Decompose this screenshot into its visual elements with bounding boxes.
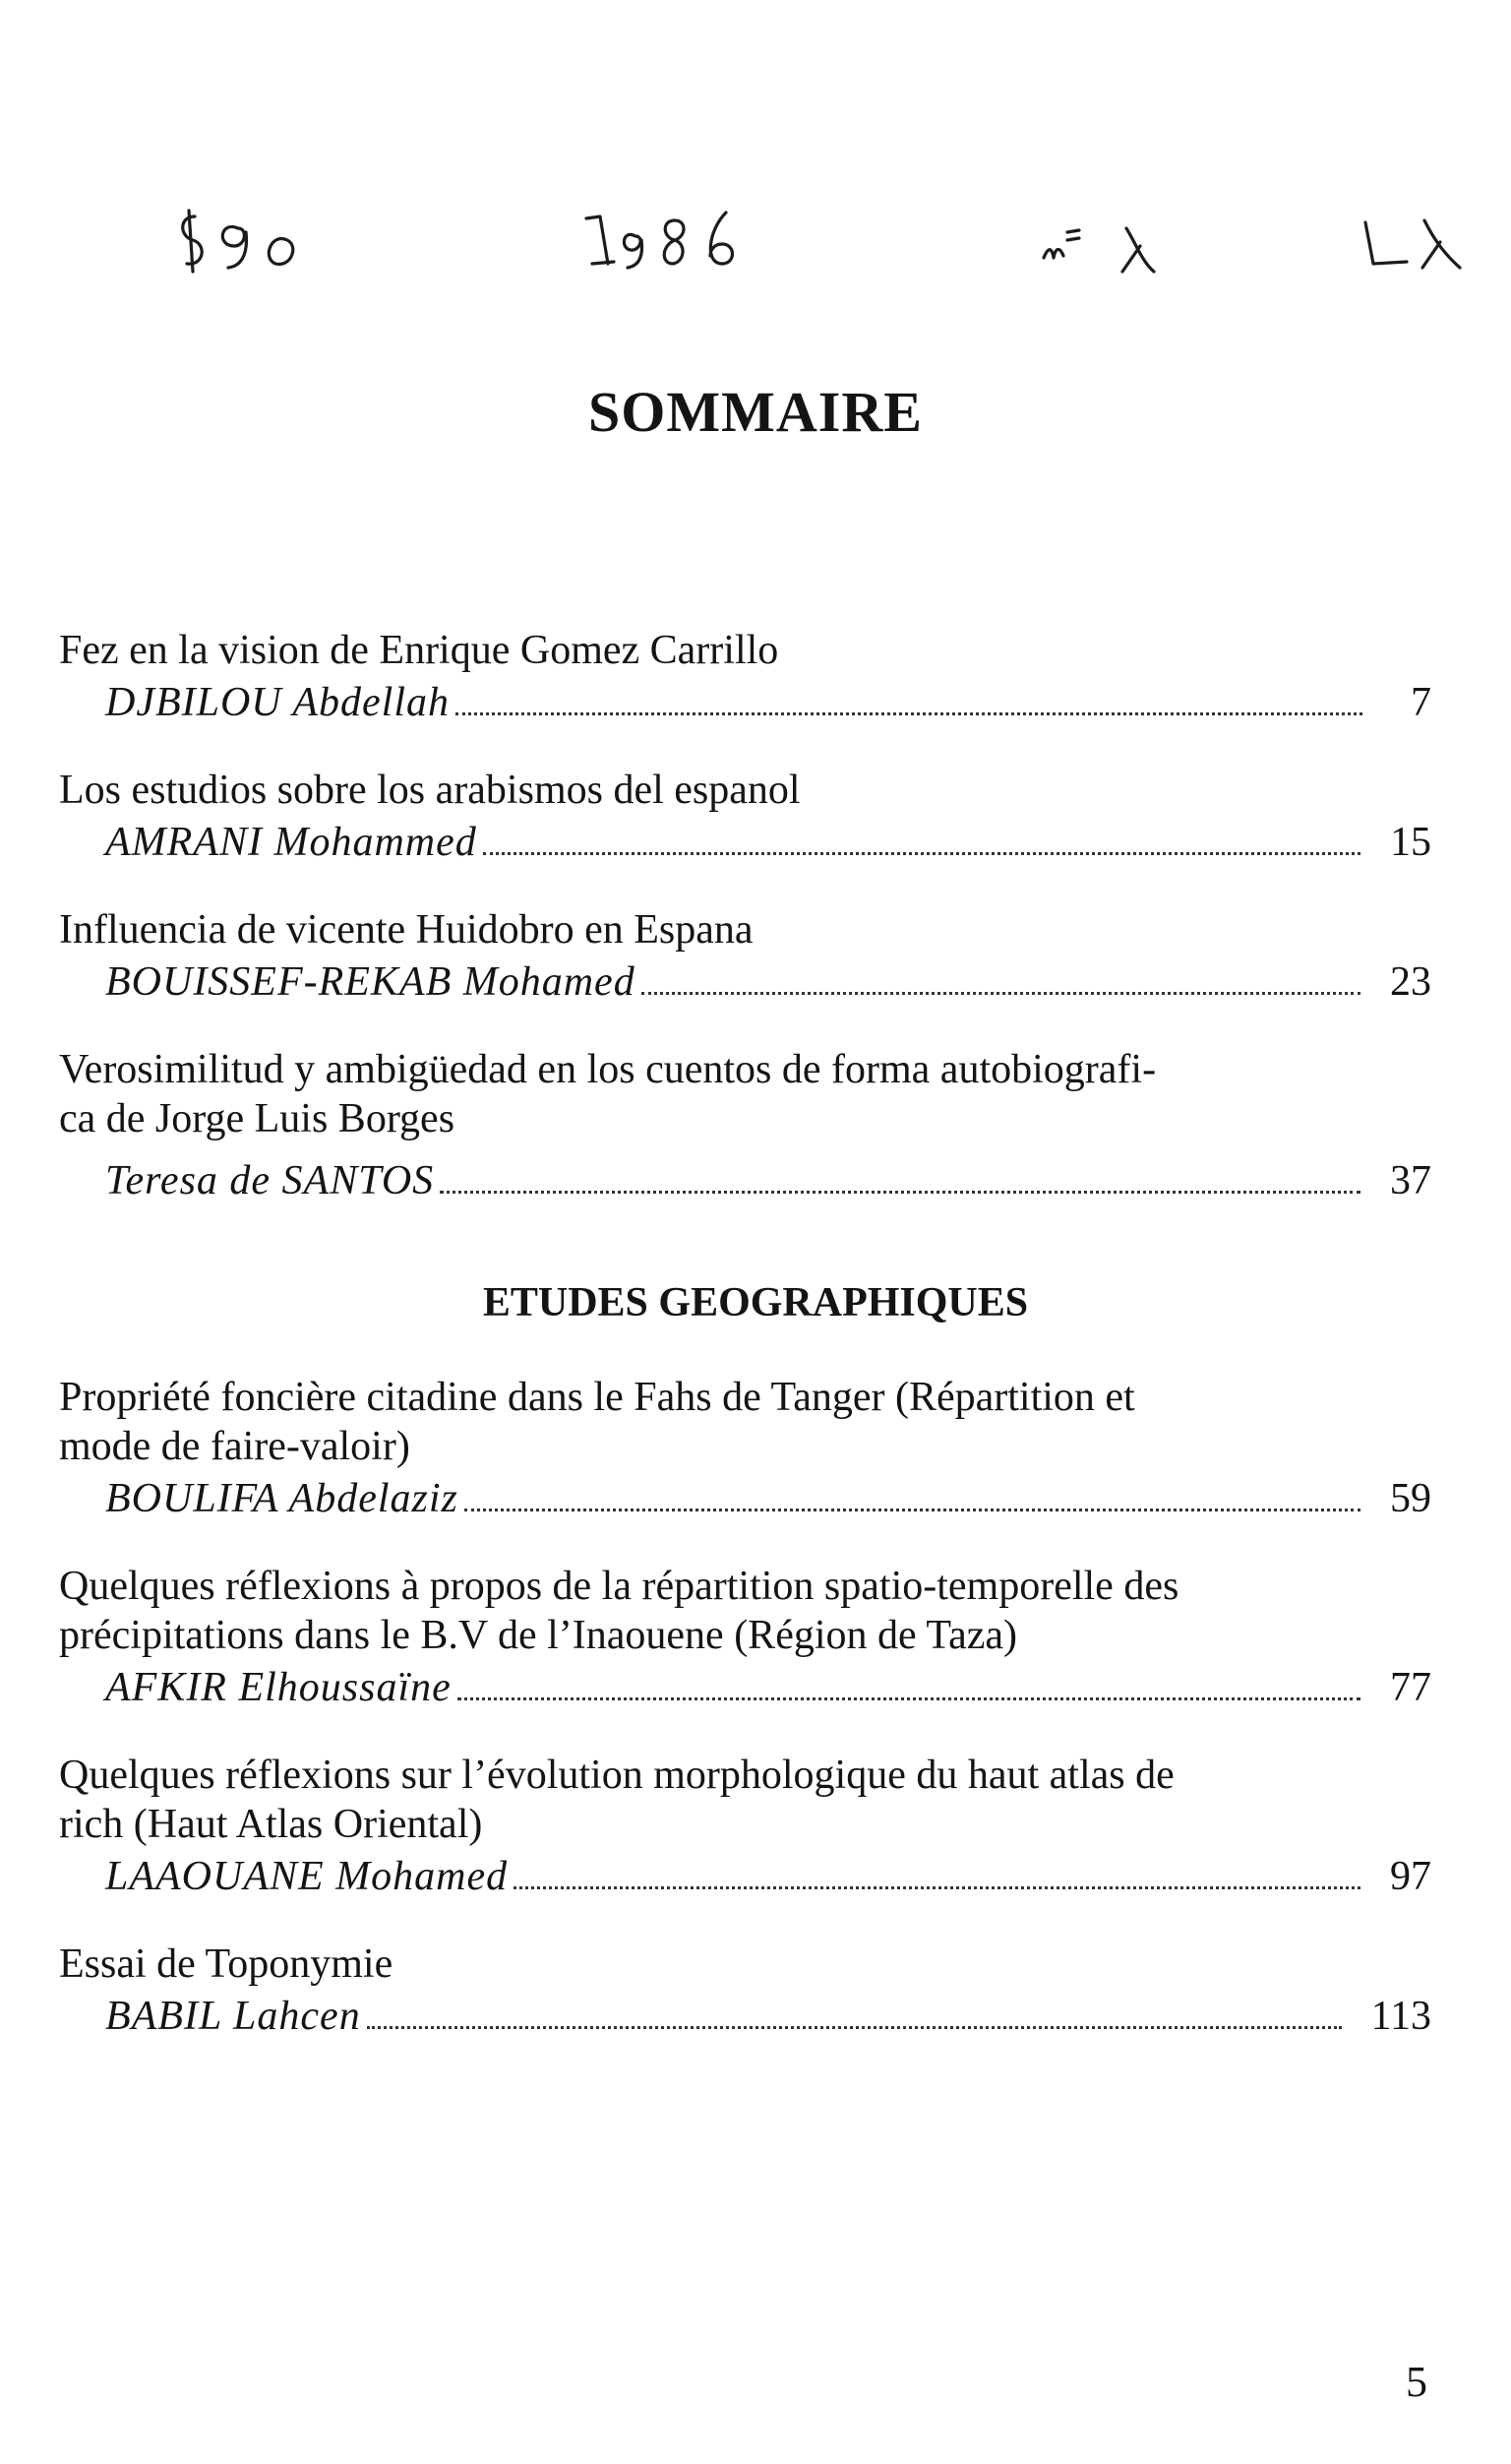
handwritten-590 — [177, 207, 305, 285]
entry-author: Teresa de SANTOS — [105, 1158, 435, 1203]
entry-title: Quelques réflexions à propos de la répartition spatio-temporelle des précipitations dans le B.V de l’Inaouene (Région de Taza) — [59, 1564, 1179, 1658]
entry-title: Essai de Toponymie — [59, 1941, 393, 1987]
toc-entry — [59, 766, 1431, 868]
entry-author: BOULIFA Abdelaziz — [105, 1476, 458, 1521]
entry-page: 23 — [1390, 959, 1431, 1005]
dot-leader — [464, 1509, 1360, 1511]
handwritten-no1 — [1038, 215, 1176, 283]
entry-line — [59, 677, 1431, 728]
dot-leader — [367, 2026, 1342, 2029]
entry-page: 37 — [1390, 1158, 1431, 1203]
entry-page: 15 — [1390, 820, 1431, 865]
toc-entry — [59, 1562, 1431, 1713]
entry-author: BOUISSEF-REKAB Mohamed — [105, 959, 635, 1005]
entry-line — [59, 817, 1431, 868]
toc-entry — [59, 1940, 1431, 2042]
entry-author: BABIL Lahcen — [105, 1994, 361, 2039]
toc-entry — [59, 1045, 1431, 1206]
entry-line — [59, 1662, 1431, 1713]
entry-line — [59, 1851, 1431, 1902]
handwritten-annotations — [0, 187, 1511, 305]
handwritten-1986 — [578, 207, 756, 285]
entry-page: 77 — [1390, 1665, 1431, 1710]
toc-entry — [59, 1373, 1431, 1524]
entry-title: Influencia de vicente Huidobro en Espana — [59, 907, 754, 953]
entry-page: 7 — [1411, 680, 1431, 725]
entry-line — [59, 956, 1431, 1008]
toc-entry — [59, 1751, 1431, 1902]
entry-title: Propriété foncière citadine dans le Fahs de Tanger (Répartition et mode de faire-valoir) — [59, 1375, 1135, 1469]
entry-line — [59, 1991, 1431, 2042]
toc-entry — [59, 626, 1431, 728]
entry-line — [59, 1473, 1431, 1524]
page-title: SOMMAIRE — [588, 380, 923, 444]
dot-leader — [440, 1191, 1360, 1194]
entry-line — [59, 1155, 1431, 1206]
dot-leader — [457, 1697, 1360, 1700]
entry-title: Los estudios sobre los arabismos del espanol — [59, 768, 801, 813]
dot-leader — [455, 712, 1362, 715]
handwritten-21 — [1356, 207, 1474, 285]
toc-section-1 — [59, 626, 1431, 1206]
entry-title: Verosimilitud y ambigüedad en los cuentos de forma autobiografi- ca de Jorge Luis Borges — [59, 1047, 1157, 1141]
toc-section-2 — [59, 1373, 1431, 2042]
toc-entry — [59, 905, 1431, 1008]
entry-page: 113 — [1370, 1994, 1431, 2039]
dot-leader — [483, 852, 1360, 855]
entry-title: Quelques réflexions sur l’évolution morphologique du haut atlas de rich (Haut Atlas Oriental) — [59, 1753, 1175, 1847]
entry-title: Fez en la vision de Enrique Gomez Carrillo — [59, 628, 779, 673]
dot-leader — [514, 1886, 1360, 1889]
entry-page: 97 — [1390, 1854, 1431, 1899]
entry-author: LAAOUANE Mohamed — [105, 1854, 509, 1899]
entry-page: 59 — [1390, 1476, 1431, 1521]
dot-leader — [641, 992, 1360, 995]
entry-author: AMRANI Mohammed — [105, 820, 477, 865]
page-number: 5 — [1406, 2358, 1427, 2406]
section-heading: ETUDES GEOGRAPHIQUES — [482, 1280, 1029, 1325]
entry-author: DJBILOU Abdellah — [105, 680, 451, 725]
entry-author: AFKIR Elhoussaïne — [105, 1665, 452, 1710]
